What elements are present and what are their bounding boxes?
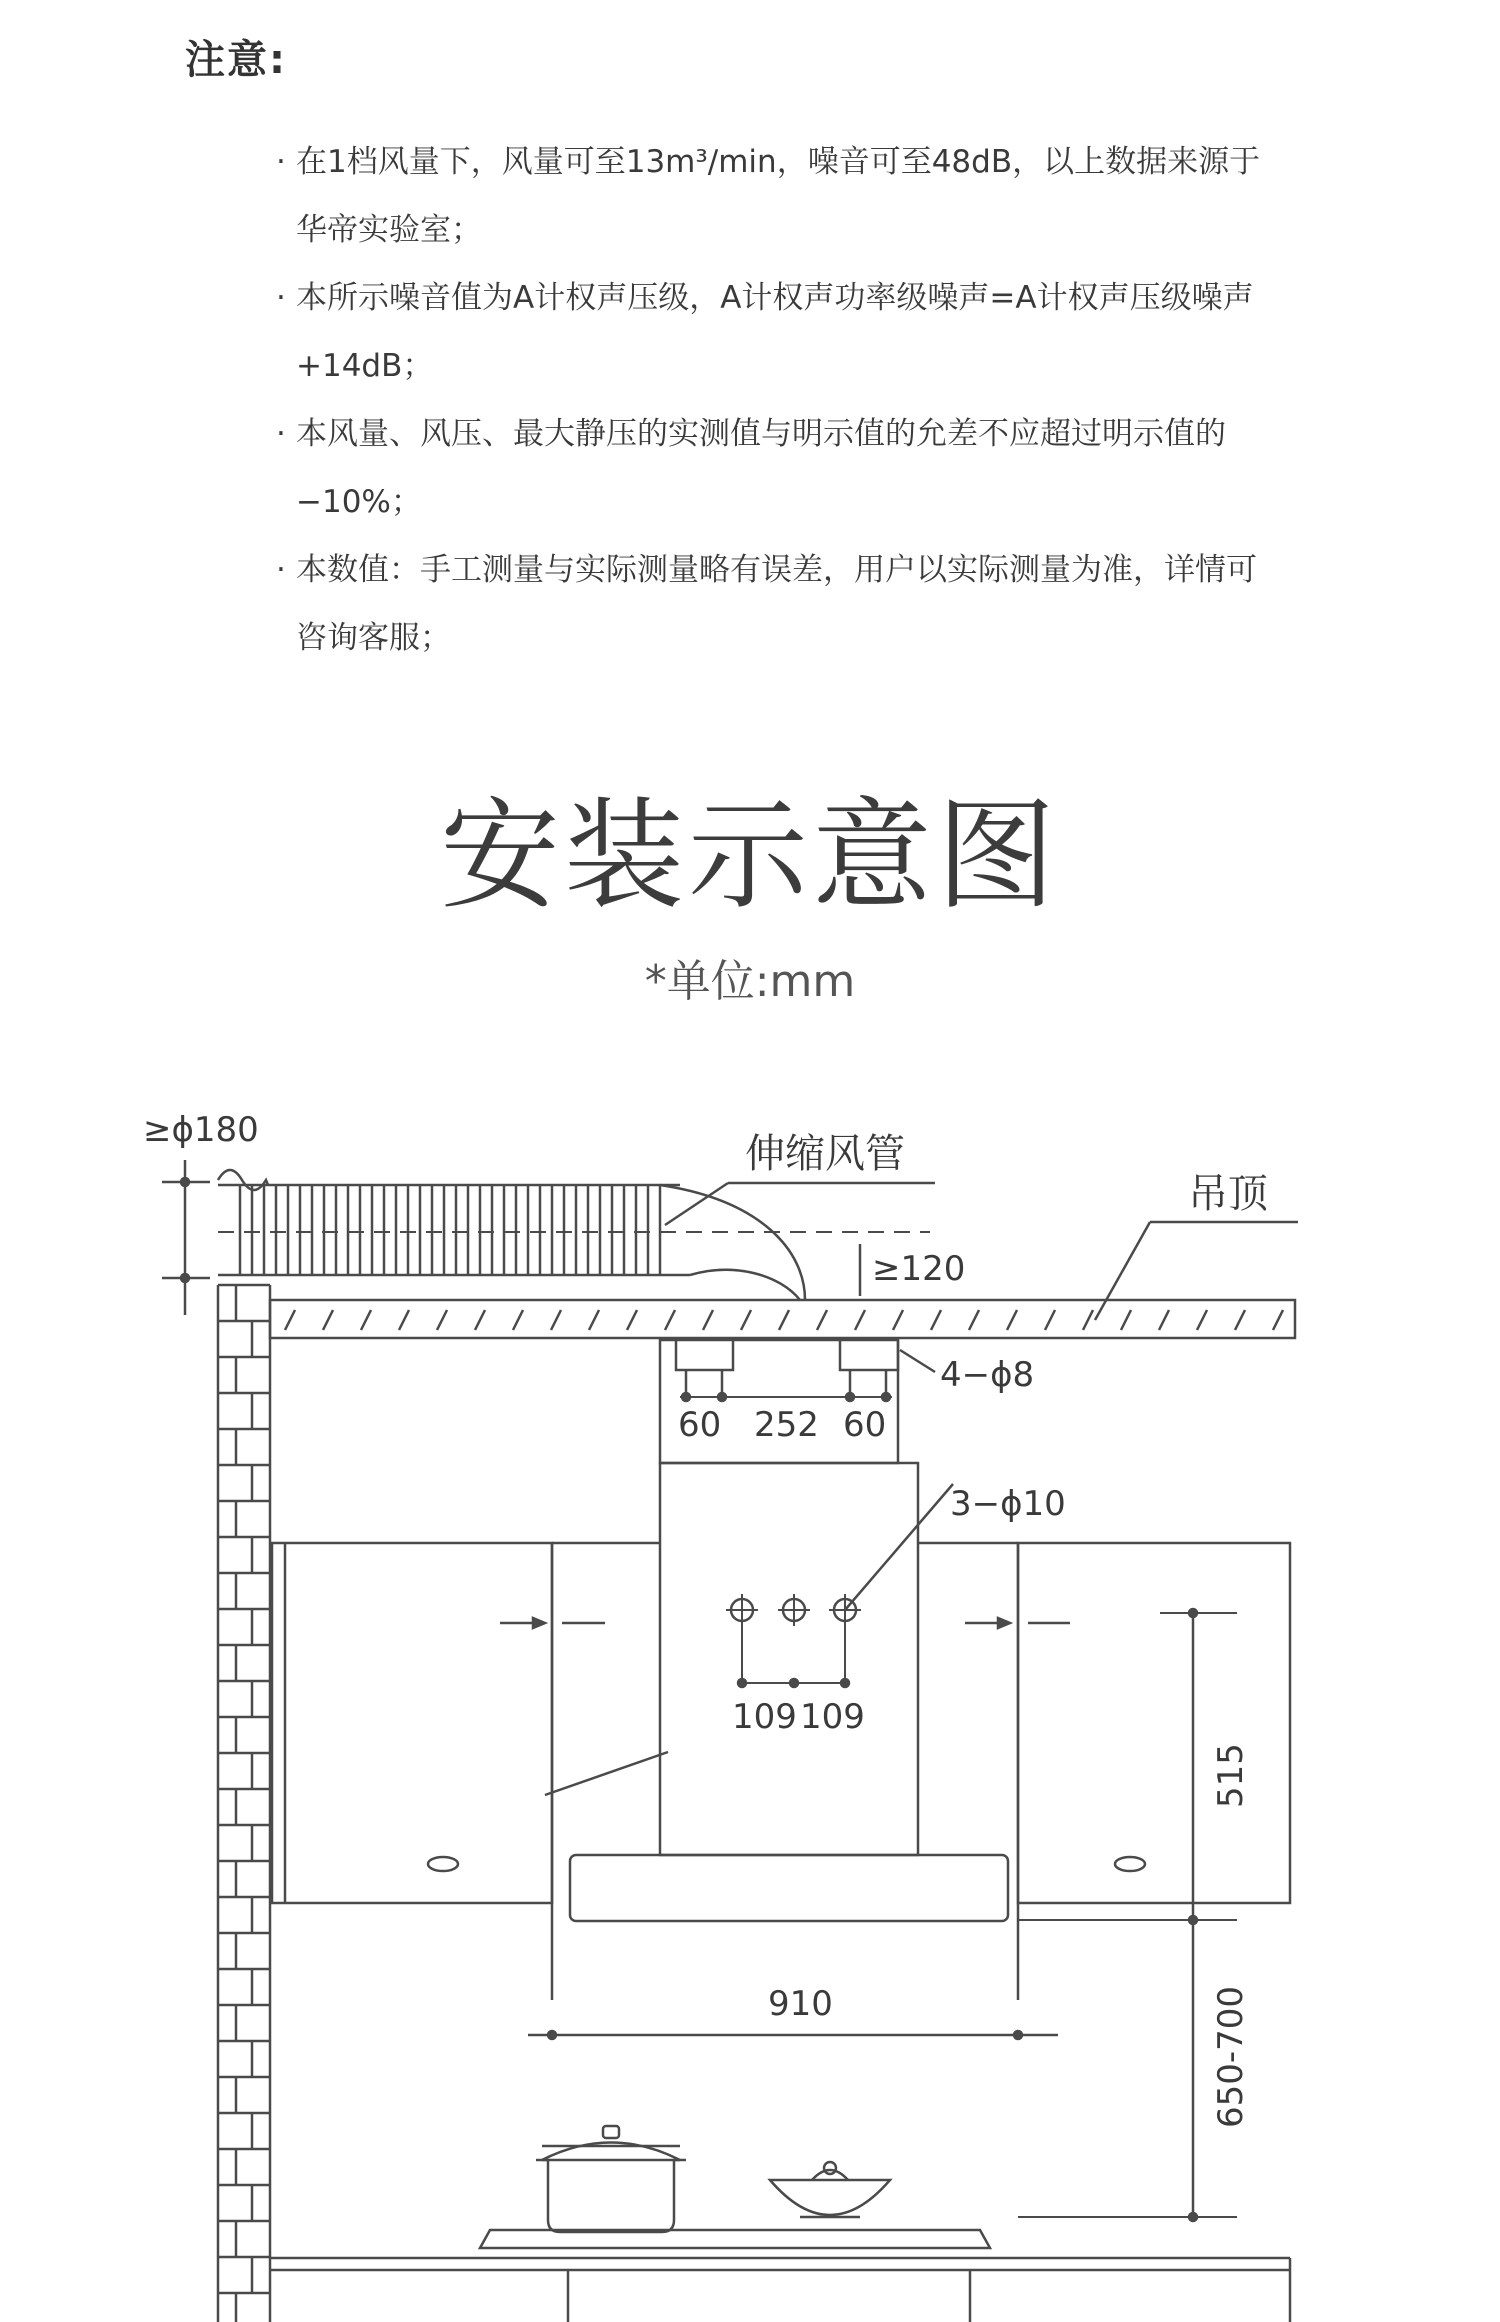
diagram-title: 安装示意图 xyxy=(440,787,1060,926)
clearance-label: ≥120 xyxy=(872,1249,966,1289)
notice-item-measurement: · 本数值：手工测量与实际测量略有误差，用户以实际测量为准，详情可咨询客服； xyxy=(278,536,1278,672)
install-height-label: 650-700 xyxy=(1211,1985,1251,2128)
body-holes xyxy=(726,1484,1066,1737)
pot xyxy=(536,2126,686,2232)
body-holes-label: 3−ϕ10 xyxy=(950,1484,1066,1524)
gap-arrows xyxy=(500,1618,1070,1628)
bracket-mid-label: 252 xyxy=(754,1405,819,1445)
hole-spacing-2-label: 109 xyxy=(800,1697,865,1737)
notice-list xyxy=(278,128,1278,672)
width-dimension xyxy=(528,1984,1058,2039)
width-label: 910 xyxy=(768,1984,833,2024)
body-height-label: 515 xyxy=(1211,1743,1251,1808)
bracket-right-label: 60 xyxy=(843,1405,887,1445)
ceiling-label: 吊顶 xyxy=(1188,1171,1268,1217)
duct-label: 伸缩风管 xyxy=(745,1131,905,1177)
right-cabinet xyxy=(1018,1543,1290,1903)
duct-diameter-label: ≥ϕ180 xyxy=(143,1110,259,1150)
mount-holes-label: 4−ϕ8 xyxy=(940,1355,1035,1395)
ceiling-slab xyxy=(270,1300,1295,1338)
unit-label: *单位:mm xyxy=(644,956,856,1007)
height-dimensions xyxy=(1018,1609,1251,2221)
wok xyxy=(770,2162,890,2217)
hole-spacing-1-label: 109 xyxy=(732,1697,797,1737)
installation-diagram xyxy=(0,1080,1500,2322)
notice-item-noise: · 本所示噪音值为A计权声压级，A计权声功率级噪声=A计权声压级噪声+14dB； xyxy=(278,264,1278,400)
notice-title: 注意: xyxy=(185,37,287,83)
flexible-duct xyxy=(218,1170,930,1300)
left-cabinet xyxy=(272,1543,552,1903)
duct-callout xyxy=(665,1131,935,1225)
clearance-dimension xyxy=(860,1244,965,1296)
bracket-left-label: 60 xyxy=(678,1405,722,1445)
notice-item-airflow: · 在1档风量下，风量可至13m³/min，噪音可至48dB，以上数据来源于华帝实验室； xyxy=(278,128,1278,264)
brick-wall xyxy=(218,1285,270,2322)
top-bracket xyxy=(660,1340,1034,1463)
cooktop xyxy=(270,2230,1290,2322)
notice-item-tolerance: · 本风量、风压、最大静压的实测值与明示值的允差不应超过明示值的−10%； xyxy=(278,400,1278,536)
ceiling-callout xyxy=(1095,1171,1298,1320)
